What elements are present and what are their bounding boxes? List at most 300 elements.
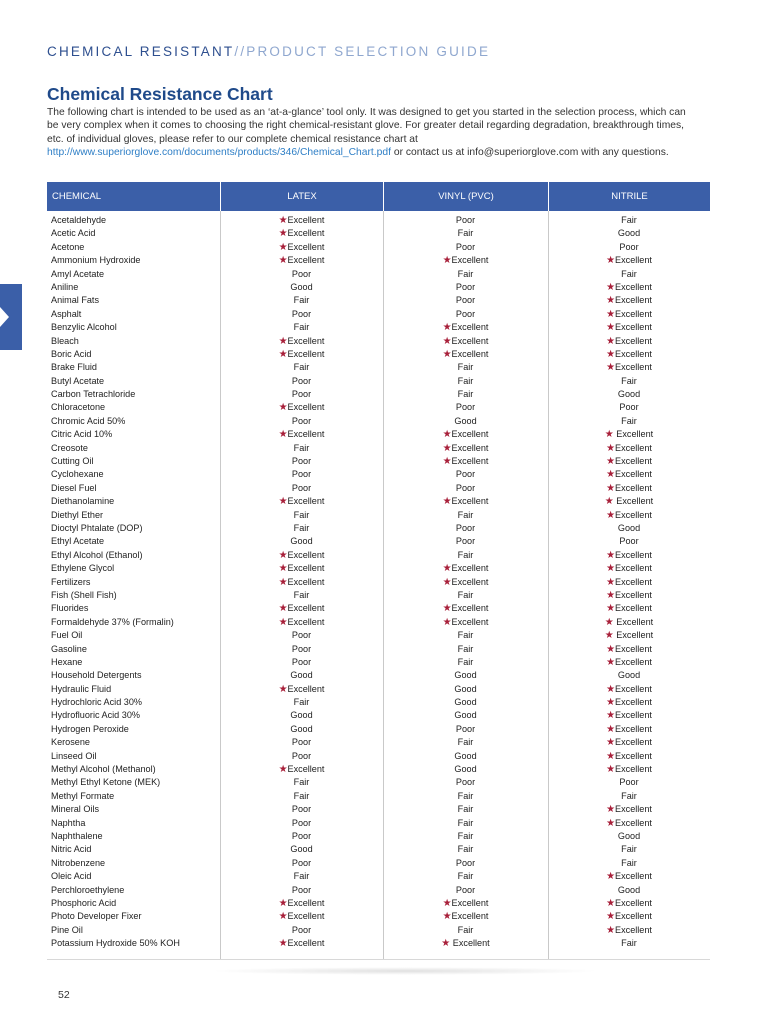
rating-text: Excellent (615, 871, 652, 882)
cell-nitrile (548, 723, 710, 736)
star-icon: ★ (606, 509, 616, 521)
cell-vinyl (383, 335, 548, 348)
star-icon: ★ (606, 683, 616, 695)
cell-chemical: Linseed Oil (51, 750, 97, 761)
table-row (47, 535, 710, 548)
cell-nitrile: Fair (621, 790, 637, 801)
cell-vinyl: Poor (455, 482, 476, 493)
table-row (47, 442, 710, 455)
cell-nitrile (548, 803, 710, 816)
cell-latex: Good (290, 670, 313, 681)
page-header (47, 44, 490, 59)
cell-vinyl: Poor (455, 536, 476, 547)
cell-latex: Fair (293, 697, 310, 708)
chemical-chart-link[interactable]: http://www.superiorglove.com/documents/products/346/Chemical_Chart.pdf (47, 147, 391, 159)
table-row (47, 803, 710, 816)
cell-chemical: Naphtha (51, 817, 86, 828)
cell-latex (220, 335, 383, 348)
cell-latex: Fair (293, 522, 310, 533)
cell-latex: Poor (291, 857, 312, 868)
cell-nitrile: Fair (621, 268, 637, 279)
cell-nitrile: Poor (619, 241, 639, 252)
cell-vinyl: Fair (457, 844, 474, 855)
cell-nitrile (548, 549, 710, 562)
rating-text: Excellent (450, 938, 490, 949)
cell-vinyl: Poor (455, 884, 476, 895)
star-icon: ★ (606, 308, 616, 320)
cell-chemical: Chromic Acid 50% (51, 415, 126, 426)
rating-text: Excellent (287, 764, 325, 775)
rating-text: Excellent (615, 697, 652, 708)
cell-chemical: Bleach (51, 335, 79, 346)
cell-nitrile: Fair (621, 415, 637, 426)
rating-text: Excellent (451, 576, 489, 587)
page-title: Chemical Resistance Chart (47, 84, 273, 104)
cell-vinyl: Fair (457, 830, 474, 841)
cell-chemical: Fish (Shell Fish) (51, 589, 117, 600)
rating-text: Excellent (287, 402, 325, 413)
cell-vinyl: Fair (457, 804, 474, 815)
cell-latex: Fair (293, 442, 310, 453)
star-icon: ★ (604, 630, 614, 642)
rating-text: Excellent (615, 656, 652, 667)
star-icon: ★ (606, 576, 616, 588)
star-icon: ★ (442, 442, 452, 454)
rating-text: Excellent (615, 764, 652, 775)
cell-chemical: Photo Developer Fixer (51, 911, 142, 922)
star-icon: ★ (606, 322, 616, 334)
cell-latex (220, 910, 383, 923)
cell-nitrile (548, 643, 710, 656)
table-row (47, 495, 710, 508)
star-icon: ★ (604, 429, 614, 441)
cell-chemical: Fertilizers (51, 576, 91, 587)
star-icon: ★ (442, 603, 452, 615)
cell-nitrile (548, 482, 710, 495)
table-row (47, 281, 710, 294)
cell-chemical: Fuel Oil (51, 630, 83, 641)
cell-vinyl: Fair (457, 375, 474, 386)
table-row (47, 656, 710, 669)
cell-nitrile (548, 602, 710, 615)
cell-latex (220, 897, 383, 910)
rating-text: Excellent (287, 241, 325, 252)
table-row (47, 241, 710, 254)
star-icon: ★ (606, 281, 616, 293)
rating-text: Excellent (615, 723, 652, 734)
cell-nitrile: Good (617, 884, 641, 895)
cell-nitrile (548, 254, 710, 267)
rating-text: Excellent (451, 563, 489, 574)
cell-chemical: Nitrobenzene (51, 857, 106, 868)
table-row (47, 669, 710, 682)
side-section-tab (0, 284, 22, 350)
rating-text: Excellent (287, 228, 325, 239)
cell-nitrile (548, 910, 710, 923)
star-icon: ★ (606, 871, 616, 883)
cell-latex (220, 227, 383, 240)
star-icon: ★ (606, 750, 616, 762)
cell-chemical: Aniline (51, 281, 79, 292)
cell-vinyl: Poor (455, 469, 476, 480)
star-icon: ★ (278, 335, 288, 347)
star-icon: ★ (442, 456, 452, 468)
intro-paragraph (47, 106, 687, 160)
cell-vinyl: Fair (457, 871, 474, 882)
rating-text: Excellent (615, 335, 652, 346)
cell-chemical: Hydrofluoric Acid 30% (51, 710, 140, 721)
cell-vinyl (383, 562, 548, 575)
cell-latex: Good (290, 281, 313, 292)
star-icon: ★ (606, 549, 616, 561)
header-guide: PRODUCT SELECTION GUIDE (246, 44, 491, 59)
table-row (47, 308, 710, 321)
table-row (47, 830, 710, 843)
cell-nitrile (548, 335, 710, 348)
cell-nitrile: Good (617, 228, 641, 239)
rating-text: Excellent (615, 348, 652, 359)
cell-vinyl: Poor (455, 777, 476, 788)
cell-nitrile (548, 468, 710, 481)
cell-nitrile (548, 924, 710, 937)
cell-nitrile (548, 736, 710, 749)
rating-text: Excellent (613, 616, 654, 627)
table-row (47, 910, 710, 923)
table-row (47, 870, 710, 883)
rating-text: Excellent (287, 496, 325, 507)
star-icon: ★ (606, 804, 616, 816)
cell-nitrile (548, 656, 710, 669)
table-row (47, 509, 710, 522)
table-row (47, 401, 710, 414)
table-row (47, 750, 710, 763)
star-icon: ★ (606, 697, 616, 709)
cell-nitrile (548, 589, 710, 602)
column-header-nitrile: NITRILE (548, 182, 710, 211)
cell-chemical: Brake Fluid (51, 362, 97, 373)
cell-latex: Poor (291, 415, 312, 426)
cell-latex: Fair (293, 790, 310, 801)
star-icon: ★ (606, 723, 616, 735)
star-icon: ★ (606, 469, 616, 481)
cell-latex: Poor (291, 750, 312, 761)
rating-text: Excellent (613, 630, 654, 641)
cell-vinyl: Poor (455, 281, 476, 292)
star-icon: ★ (442, 255, 452, 267)
rating-text: Excellent (615, 281, 652, 292)
rating-text: Excellent (287, 335, 325, 346)
cell-chemical: Acetic Acid (51, 228, 96, 239)
cell-latex (220, 576, 383, 589)
rating-text: Excellent (615, 576, 652, 587)
table-row (47, 468, 710, 481)
cell-chemical: Kerosene (51, 737, 90, 748)
cell-latex (220, 937, 383, 950)
rating-text: Excellent (287, 348, 325, 359)
cell-vinyl (383, 254, 548, 267)
column-header-vinyl: VINYL (PVC) (383, 182, 548, 211)
table-row (47, 723, 710, 736)
star-icon: ★ (441, 938, 451, 950)
cell-chemical: Ethyl Alcohol (Ethanol) (51, 549, 143, 560)
cell-chemical: Naphthalene (51, 830, 103, 841)
cell-vinyl: Fair (457, 509, 474, 520)
cell-vinyl: Fair (457, 362, 474, 373)
rating-text: Excellent (287, 576, 325, 587)
star-icon: ★ (442, 496, 452, 508)
star-icon: ★ (278, 938, 288, 950)
table-row (47, 321, 710, 334)
cell-nitrile: Good (617, 522, 641, 533)
rating-text: Excellent (615, 750, 652, 761)
table-row (47, 937, 710, 950)
cell-vinyl: Poor (455, 522, 476, 533)
cell-chemical: Pine Oil (51, 924, 83, 935)
cell-nitrile: Good (617, 389, 641, 400)
cell-chemical: Hydrochloric Acid 30% (51, 697, 142, 708)
table-row (47, 629, 710, 642)
cell-nitrile (548, 294, 710, 307)
star-icon: ★ (278, 241, 288, 253)
table-row (47, 602, 710, 615)
star-icon: ★ (278, 348, 288, 360)
cell-latex (220, 254, 383, 267)
rating-text: Excellent (287, 938, 325, 949)
star-icon: ★ (278, 764, 288, 776)
star-icon: ★ (278, 402, 288, 414)
chemical-resistance-table (47, 182, 710, 960)
cell-latex (220, 683, 383, 696)
cell-vinyl: Fair (457, 549, 474, 560)
cell-chemical: Mineral Oils (51, 804, 100, 815)
star-icon: ★ (278, 563, 288, 575)
cell-vinyl: Fair (457, 656, 474, 667)
rating-text: Excellent (615, 911, 652, 922)
star-icon: ★ (606, 295, 616, 307)
cell-vinyl: Good (454, 710, 477, 721)
cell-chemical: Cutting Oil (51, 456, 94, 467)
cell-vinyl: Good (454, 750, 477, 761)
page-number: 52 (58, 989, 70, 1001)
cell-chemical: Household Detergents (51, 670, 142, 681)
cell-nitrile: Good (617, 830, 641, 841)
cell-latex (220, 495, 383, 508)
star-icon: ★ (606, 643, 616, 655)
cell-chemical: Ethyl Acetate (51, 536, 105, 547)
cell-chemical: Citric Acid 10% (51, 429, 113, 440)
rating-text: Excellent (615, 308, 652, 319)
table-row (47, 227, 710, 240)
table-row (47, 616, 710, 629)
column-header-chemical: CHEMICAL (52, 191, 102, 202)
table-row (47, 482, 710, 495)
cell-vinyl: Fair (457, 737, 474, 748)
table-row (47, 522, 710, 535)
star-icon: ★ (606, 442, 616, 454)
cell-nitrile (548, 281, 710, 294)
cell-nitrile (548, 870, 710, 883)
cell-chemical: Perchloroethylene (51, 884, 125, 895)
cell-chemical: Hexane (51, 656, 83, 667)
rating-text: Excellent (615, 469, 652, 480)
cell-vinyl: Fair (457, 924, 474, 935)
table-row (47, 790, 710, 803)
header-brand: CHEMICAL RESISTANT (47, 44, 235, 59)
cell-latex: Poor (291, 456, 312, 467)
cell-latex (220, 616, 383, 629)
rating-text: Excellent (615, 643, 652, 654)
cell-nitrile (548, 763, 710, 776)
rating-text: Excellent (615, 322, 652, 333)
cell-chemical: Gasoline (51, 643, 87, 654)
column-divider (383, 211, 384, 959)
cell-vinyl: Poor (455, 723, 476, 734)
cell-latex: Poor (291, 737, 312, 748)
table-row (47, 268, 710, 281)
cell-nitrile (548, 696, 710, 709)
rating-text: Excellent (287, 616, 325, 627)
cell-nitrile (548, 562, 710, 575)
cell-latex: Poor (291, 643, 312, 654)
cell-nitrile: Poor (619, 536, 639, 547)
cell-chemical: Benzylic Alcohol (51, 322, 117, 333)
rating-text: Excellent (615, 255, 652, 266)
cell-nitrile (548, 683, 710, 696)
intro-text-after: or contact us at info@superiorglove.com with any questions. (390, 147, 669, 159)
rating-text: Excellent (615, 295, 652, 306)
rating-text: Excellent (451, 429, 489, 440)
rating-text: Excellent (451, 456, 489, 467)
table-row (47, 924, 710, 937)
cell-latex (220, 401, 383, 414)
cell-latex: Poor (291, 884, 312, 895)
rating-text: Excellent (615, 442, 652, 453)
cell-chemical: Potassium Hydroxide 50% KOH (51, 938, 180, 949)
cell-latex: Fair (293, 509, 310, 520)
cell-latex: Poor (291, 389, 312, 400)
star-icon: ★ (278, 616, 288, 628)
rating-text: Excellent (287, 683, 325, 694)
cell-vinyl (383, 455, 548, 468)
cell-nitrile (548, 509, 710, 522)
rating-text: Excellent (615, 804, 652, 815)
rating-text: Excellent (451, 496, 489, 507)
star-icon: ★ (442, 429, 452, 441)
cell-chemical: Boric Acid (51, 348, 92, 359)
star-icon: ★ (278, 228, 288, 240)
star-icon: ★ (606, 911, 616, 923)
cell-vinyl: Fair (457, 643, 474, 654)
star-icon: ★ (278, 911, 288, 923)
cell-latex: Poor (291, 375, 312, 386)
cell-vinyl: Good (454, 764, 477, 775)
cell-vinyl (383, 576, 548, 589)
cell-vinyl: Poor (455, 295, 476, 306)
star-icon: ★ (606, 362, 616, 374)
cell-chemical: Fluorides (51, 603, 89, 614)
cell-vinyl: Fair (457, 589, 474, 600)
cell-latex: Fair (293, 777, 310, 788)
cell-vinyl: Fair (457, 389, 474, 400)
rating-text: Excellent (287, 911, 325, 922)
rating-text: Excellent (615, 362, 652, 373)
table-row (47, 214, 710, 227)
table-row (47, 884, 710, 897)
rating-text: Excellent (613, 496, 654, 507)
cell-vinyl: Good (454, 670, 477, 681)
cell-chemical: Methyl Formate (51, 790, 115, 801)
cell-vinyl (383, 348, 548, 361)
cell-latex: Good (290, 710, 313, 721)
rating-text: Excellent (615, 456, 652, 467)
rating-text: Excellent (615, 737, 652, 748)
cell-chemical: Diethyl Ether (51, 509, 104, 520)
star-icon: ★ (606, 348, 616, 360)
cell-latex: Poor (291, 656, 312, 667)
cell-chemical: Acetone (51, 241, 85, 252)
cell-latex: Good (290, 536, 313, 547)
rating-text: Excellent (615, 924, 652, 935)
cell-chemical: Hydrogen Peroxide (51, 723, 129, 734)
cell-vinyl: Good (454, 683, 477, 694)
cell-latex: Fair (293, 589, 310, 600)
cell-latex (220, 602, 383, 615)
cell-vinyl: Fair (457, 268, 474, 279)
cell-nitrile (548, 750, 710, 763)
cell-chemical: Dioctyl Phtalate (DOP) (51, 522, 143, 533)
table-body (47, 211, 710, 960)
cell-latex: Poor (291, 924, 312, 935)
rating-text: Excellent (615, 563, 652, 574)
cell-chemical: Formaldehyde 37% (Formalin) (51, 616, 174, 627)
cell-nitrile (548, 428, 710, 441)
cell-latex: Poor (291, 630, 312, 641)
cell-chemical: Methyl Ethyl Ketone (MEK) (51, 777, 161, 788)
cell-chemical: Diethanolamine (51, 496, 115, 507)
cell-nitrile (548, 495, 710, 508)
cell-vinyl (383, 495, 548, 508)
cell-latex: Good (290, 844, 313, 855)
cell-nitrile: Fair (621, 857, 637, 868)
star-icon: ★ (606, 817, 616, 829)
cell-vinyl: Poor (455, 241, 476, 252)
table-row (47, 562, 710, 575)
cell-vinyl: Poor (455, 402, 476, 413)
star-icon: ★ (606, 563, 616, 575)
cell-chemical: Nitric Acid (51, 844, 92, 855)
star-icon: ★ (604, 496, 614, 508)
table-row (47, 415, 710, 428)
table-row (47, 335, 710, 348)
rating-text: Excellent (287, 563, 325, 574)
rating-text: Excellent (451, 322, 489, 333)
rating-text: Excellent (615, 589, 652, 600)
cell-latex (220, 428, 383, 441)
star-icon: ★ (606, 456, 616, 468)
cell-vinyl: Fair (457, 817, 474, 828)
star-icon: ★ (606, 482, 616, 494)
star-icon: ★ (278, 429, 288, 441)
cell-nitrile (548, 897, 710, 910)
cell-chemical: Amyl Acetate (51, 268, 105, 279)
rating-text: Excellent (615, 509, 652, 520)
table-row (47, 776, 710, 789)
star-icon: ★ (606, 897, 616, 909)
star-icon: ★ (606, 335, 616, 347)
star-icon: ★ (606, 255, 616, 267)
cell-latex: Poor (291, 482, 312, 493)
table-row (47, 428, 710, 441)
